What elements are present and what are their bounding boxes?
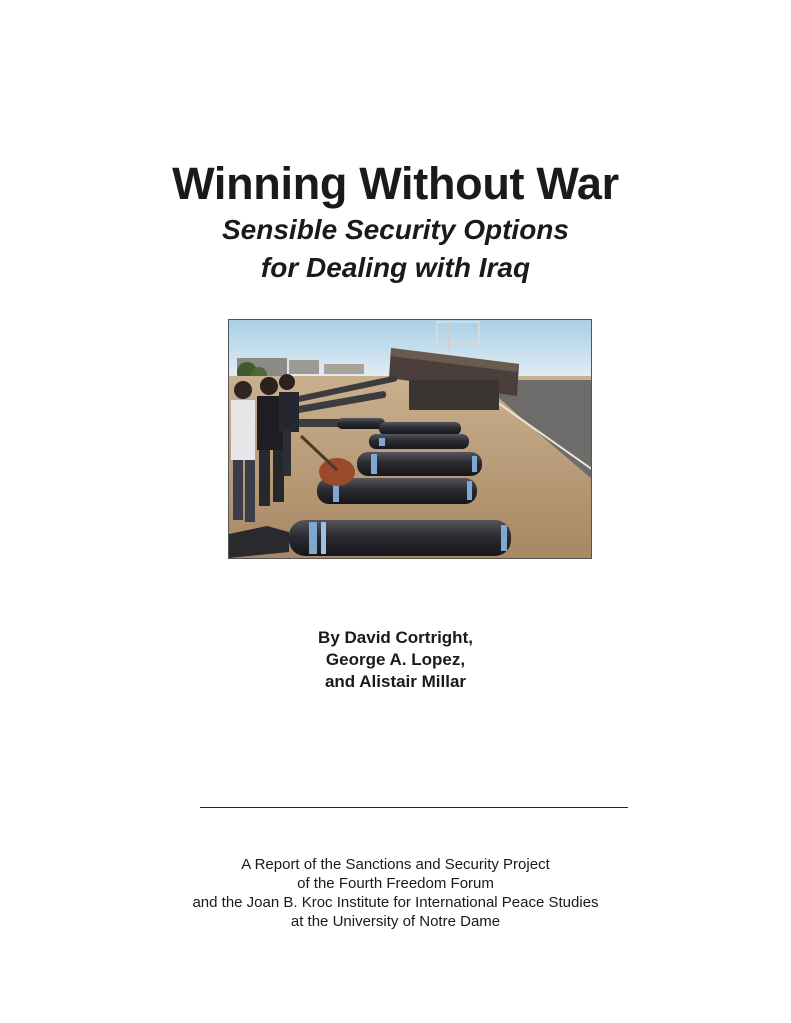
publisher-line-4: at the University of Notre Dame (290, 913, 501, 930)
report-subtitle-line-1: Sensible Security Options (222, 214, 569, 245)
report-title: Winning Without War (172, 158, 619, 209)
publisher-line-3: and the Joan B. Kroc Institute for International Peace Studies (192, 894, 599, 911)
cover-photo (228, 319, 592, 559)
author-line-1: By David Cortright, (318, 628, 473, 647)
author-line-3: and Alistair Millar (324, 672, 467, 691)
report-subtitle-line-2: for Dealing with Iraq (260, 252, 531, 283)
horizontal-divider (200, 807, 628, 808)
cover-photo-illustration (229, 320, 592, 559)
publisher-line-1: A Report of the Sanctions and Security Project (241, 856, 550, 873)
author-line-2: George A. Lopez, (325, 650, 466, 669)
publisher-line-2: of the Fourth Freedom Forum (297, 875, 494, 892)
